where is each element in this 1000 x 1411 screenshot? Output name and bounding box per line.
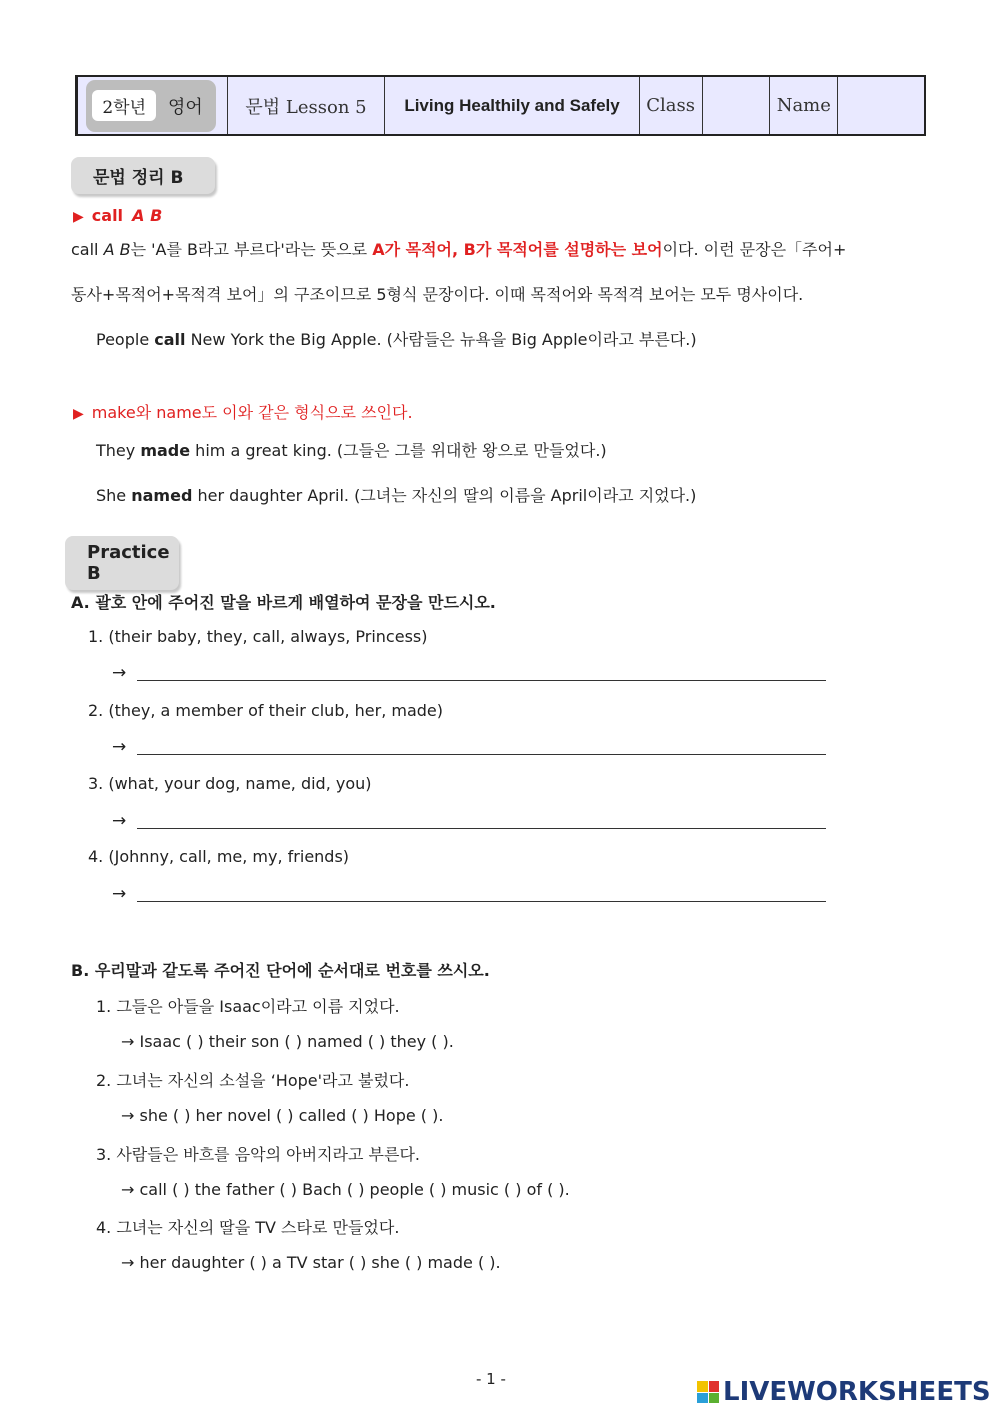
arrow-icon: →: [112, 811, 127, 831]
logo-icon: [697, 1381, 719, 1403]
point2-text: make와 name도 이와 같은 형식으로 쓰인다.: [91, 403, 413, 422]
logo-square: [709, 1381, 720, 1392]
text: New York the Big Apple. (사람들은 뉴욕을 Big Apple이라고 부른다.): [185, 330, 697, 349]
page-number: - 1 -: [476, 1370, 506, 1388]
b-item-4-answer[interactable]: → her daughter ( ) a TV star ( ) she ( ) made ( ).: [121, 1253, 501, 1272]
arrow-icon: →: [112, 884, 127, 904]
b-item-2-question: 2. 그녀는 자신의 소설을 ‘Hope'라고 불렀다.: [96, 1071, 410, 1090]
a-item-2: 2. (they, a member of their club, her, made): [88, 701, 444, 720]
text-ab: A B: [103, 240, 131, 259]
answer-line-2[interactable]: [137, 754, 826, 755]
header-table: [75, 75, 926, 136]
section-b-heading: B. 우리말과 같도록 주어진 단어에 순서대로 번호를 쓰시오.: [71, 961, 490, 980]
grammar-tag-label: 문법 정리 B: [93, 168, 184, 188]
answer-line-3[interactable]: [137, 828, 826, 829]
point1-line2: 동사+목적어+목적격 보어」의 구조이므로 5형식 문장이다. 이때 목적어와 목적격 보어는 모두 명사이다.: [71, 285, 804, 304]
triangle-icon: ▶: [73, 406, 84, 422]
grade-box: [86, 80, 216, 132]
arrow-icon: →: [112, 737, 127, 757]
b-item-3-answer[interactable]: → call ( ) the father ( ) Bach ( ) people ( ) music ( ) of ( ).: [121, 1180, 570, 1199]
logo-text: LIVEWORKSHEETS: [723, 1377, 991, 1407]
liveworksheets-logo[interactable]: [697, 1377, 991, 1407]
section-a-heading: A. 괄호 안에 주어진 말을 바르게 배열하여 문장을 만드시오.: [71, 593, 496, 612]
bold-verb: call: [154, 330, 186, 349]
text: him a great king. (그들은 그를 위대한 왕으로 만들었다.): [190, 441, 607, 460]
b-item-2-answer[interactable]: → she ( ) her novel ( ) called ( ) Hope ( ).: [121, 1106, 444, 1125]
practice-tag-label: Practice B: [87, 542, 170, 584]
b-item-1-answer[interactable]: → Isaac ( ) their son ( ) named ( ) they ( ).: [121, 1032, 454, 1051]
logo-square: [697, 1393, 708, 1404]
answer-line-1[interactable]: [137, 680, 826, 681]
b-item-3-question: 3. 사람들은 바흐를 음악의 아버지라고 부른다.: [96, 1145, 420, 1164]
point2-heading: [73, 400, 413, 423]
grade-label: 2학년: [92, 90, 156, 121]
text: They: [96, 441, 141, 460]
text: 는 'A를 B라고 부르다'라는 뜻으로: [130, 240, 373, 259]
text: call: [71, 240, 104, 259]
triangle-icon: ▶: [73, 209, 84, 225]
grade-cell: [78, 77, 228, 134]
practice-tag: [65, 536, 179, 590]
a-item-3: 3. (what, your dog, name, did, you): [88, 774, 372, 793]
a-item-1: 1. (their baby, they, call, always, Princess): [88, 627, 428, 646]
point1-ab: A B: [132, 206, 163, 225]
logo-square: [697, 1381, 708, 1392]
logo-square: [709, 1393, 720, 1404]
b-item-1-question: 1. 그들은 아들을 Isaac이라고 이름 지었다.: [96, 997, 400, 1016]
point1-call: call: [91, 206, 124, 225]
bold-verb: made: [140, 441, 191, 460]
answer-line-4[interactable]: [137, 901, 826, 902]
point2-example1: [96, 438, 607, 461]
point1-line1: [71, 237, 846, 260]
a-item-4: 4. (Johnny, call, me, my, friends): [88, 847, 350, 866]
arrow-icon: →: [112, 663, 127, 683]
text: People: [96, 330, 155, 349]
point2-example2: [96, 483, 696, 506]
lesson-title: Living Healthily and Safely: [385, 77, 639, 134]
point1-example: [96, 327, 697, 350]
text: She: [96, 486, 132, 505]
text: her daughter April. (그녀는 자신의 딸의 이름을 April이라고 지었다.): [192, 486, 697, 505]
subject-label: 영어: [168, 96, 203, 118]
b-item-4-question: 4. 그녀는 자신의 딸을 TV 스타로 만들었다.: [96, 1218, 400, 1237]
emphasis-text: A가 목적어, B가 목적어를 설명하는 보어: [372, 240, 663, 259]
bold-verb: named: [131, 486, 193, 505]
lesson-label: 문법 Lesson 5: [228, 77, 386, 134]
grammar-tag: [71, 157, 215, 194]
point1-heading: [73, 206, 162, 225]
text: 이다. 이런 문장은「주어+: [662, 240, 847, 259]
class-label: Class: [640, 77, 703, 134]
name-label: Name: [770, 77, 838, 134]
class-field[interactable]: [703, 77, 771, 134]
name-field[interactable]: [838, 77, 924, 134]
